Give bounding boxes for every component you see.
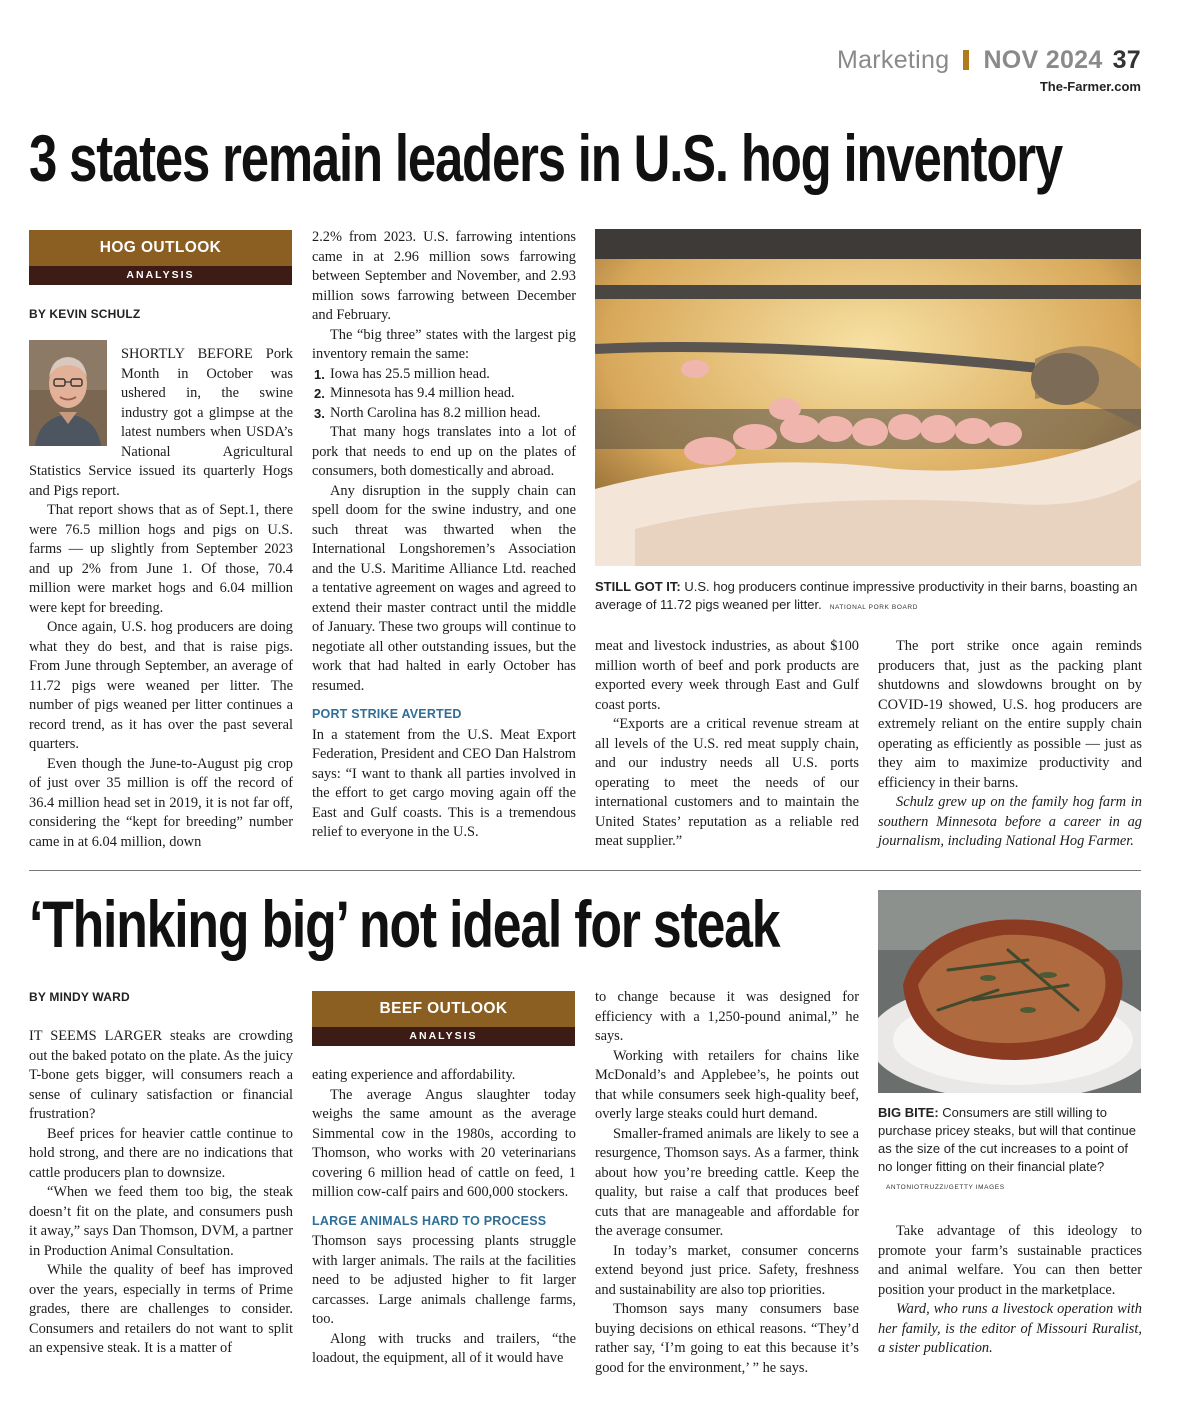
article1-column-4: [878, 637, 1142, 852]
list-number: 1.: [314, 366, 325, 382]
tag-title: HOG OUTLOOK: [29, 230, 292, 266]
paragraph: In a statement from the U.S. Meat Export Federation, President and CEO Dan Halstrom says: “I want to thank all parties involved in the effort to get cargo moving again off the East and Gulf coasts. This is a tremendous relief to everyone in the U.S.: [312, 726, 576, 840]
section-name: Marketing: [836, 46, 950, 74]
paragraph: IT SEEMS LARGER steaks are crowding out the baked potato on the plate. As the juicy T-bone gets bigger, will consumers reach a sense of culinary satisfaction or financial frustration?: [29, 1028, 293, 1122]
paragraph: While the quality of beef has improved over the years, especially in terms of Prime grades, there are challenges to consider. Consumers and retailers do not want to split an expensive steak. It is a matter of: [29, 1262, 293, 1356]
tag-subtitle: ANALYSIS: [312, 1027, 575, 1046]
paragraph: Any disruption in the supply chain can spell doom for the swine industry, and one such threat was thwarted when the International Longshoremen’s Association and the U.S. Maritime Alliance Ltd. reached a tentative agreement on wages and agreed to extend their master contract until the middle of January. These two groups will continue to negotiate all other outstanding issues, but the work that had halted in early October has resumed.: [312, 482, 576, 694]
article1-byline: BY KEVIN SCHULZ: [29, 307, 141, 321]
article2-headline: ‘Thinking big’ not ideal for steak: [29, 887, 780, 961]
article1-headline: 3 states remain leaders in U.S. hog inventory: [29, 121, 1062, 195]
paragraph: eating experience and affordability.: [312, 1067, 516, 1083]
article2-column-2: [312, 1066, 576, 1369]
article2-byline: BY MINDY WARD: [29, 990, 130, 1004]
article2-column-4: [878, 1222, 1142, 1359]
paragraph: Once again, U.S. hog producers are doing what they do best, and that is raise pigs. From June through September, an average of 11.72 pigs were weaned per litter. The number of pigs weaned per litter continues a record trend, as it has over the past several quarters.: [29, 619, 293, 752]
list-text: North Carolina has 8.2 million head.: [330, 404, 541, 421]
steak-photo-image: [878, 890, 1141, 1093]
paragraph: Beef prices for heavier cattle continue to hold strong, and there are no indications that cattle producers plan to downsize.: [29, 1125, 293, 1181]
paragraph: “When we feed them too big, the steak doesn’t fit on the plate, and consumers push it away,” says Dan Thomson, DVM, a partner in Production Animal Consultation.: [29, 1184, 293, 1259]
paragraph: Even though the June-to-August pig crop of just over 35 million is off the record of 36.4 million head set in 2019, it is not far off, considering the “kept for breeding” number came in at 6.04 million, down: [29, 755, 293, 850]
paragraph: Thomson says many consumers base buying decisions on ethical reasons. “They’d rather say, ‘I’m going to eat this because it’s good for the environment,’ ” he says.: [595, 1301, 859, 1376]
list-number: 2.: [314, 386, 325, 401]
subhead-port-strike: PORT STRIKE AVERTED: [312, 707, 462, 721]
headshot-wrap-space: [29, 345, 121, 450]
article2-column-3: [595, 988, 859, 1378]
paragraph: SHORTLY BEFORE Pork Month in October was ushered in, the swine industry got a glimpse at the latest numbers when USDA’s National Agricultural Statistics Service issued its quarterly Hogs and Pigs report.: [29, 346, 293, 499]
page-number: 37: [1112, 46, 1141, 74]
paragraph: to change because it was designed for efficiency with a 1,250-pound animal,” he says.: [595, 989, 859, 1044]
paragraph: Along with trucks and trailers, “the loadout, the equipment, all of it would have: [312, 1330, 576, 1366]
list-number: 3.: [314, 405, 325, 421]
subhead-large-animals: LARGE ANIMALS HARD TO PROCESS: [312, 1213, 547, 1228]
photo-credit: ANTONIOTRUZZI/GETTY IMAGES: [886, 1184, 1005, 1191]
pigs-nursing-photo: [595, 229, 1141, 566]
paragraph: Take advantage of this ideology to promote your farm’s sustainable practices and animal welfare. You can then better position your product in the marketplace.: [878, 1223, 1142, 1298]
paragraph: Smaller-framed animals are likely to see a resurgence, Thomson says. As a farmer, think about how you’re breeding cattle. Keep the quality, but raise a calf that produces beef cuts that are manageable and affordable for the average consumer.: [595, 1125, 859, 1239]
paragraph: Thomson says processing plants struggle with larger animals. The rails at the facilities need to be adjusted higher to fit larger carcasses. Large animals challenge farms, too.: [312, 1233, 576, 1327]
section-divider: [963, 50, 969, 70]
author-bio: Ward, who runs a livestock operation with her family, is the editor of Missouri Ruralist, a sister publication.: [878, 1301, 1142, 1356]
big-three-list: [312, 365, 576, 424]
masthead: [837, 46, 1141, 94]
steak-photo-caption: [878, 1104, 1143, 1197]
caption-lead: BIG BITE:: [878, 1105, 939, 1120]
article2-section-tag: [312, 991, 575, 1046]
list-item: [312, 404, 576, 424]
site-url: The-Farmer.com: [1039, 79, 1141, 94]
pigs-photo-image: [595, 229, 1141, 566]
paragraph: “Exports are a critical revenue stream at all levels of the U.S. red meat supply chain, and our industry needs all U.S. ports operating to meet the needs of our international customers and to maintain the United States’ reputation as a reliable red meat supplier.”: [595, 716, 859, 849]
article1-column-2: [312, 228, 576, 843]
caption-lead: STILL GOT IT:: [595, 579, 681, 594]
list-item: [312, 384, 576, 404]
article1-section-tag: [29, 230, 292, 285]
paragraph: In today’s market, consumer concerns extend beyond just price. Safety, freshness and sustainability are also top priorities.: [595, 1242, 859, 1298]
list-text: Iowa has 25.5 million head.: [330, 365, 490, 382]
tag-title: BEEF OUTLOOK: [312, 991, 575, 1027]
caption-text: Consumers are still willing to purchase pricey steaks, but will that continue as the size of the cut increases to a point of no longer fitting on their financial plate?: [878, 1105, 1136, 1174]
pigs-photo-caption: [595, 578, 1140, 617]
paragraph: The “big three” states with the largest pig inventory remain the same:: [312, 326, 576, 362]
article2-column-1: [29, 1027, 293, 1359]
caption-text: U.S. hog producers continue impressive productivity in their barns, boasting an average of 11.72 pigs weaned per litter.: [595, 579, 1138, 612]
steak-photo: [878, 890, 1141, 1093]
masthead-line: [837, 46, 1141, 75]
paragraph: That report shows that as of Sept.1, there were 76.5 million hogs and pigs on U.S. farms — up slightly from September 2023 and up 2% from June 1. Of those, 70.4 million were market hogs and 6.04 million were kept for breeding.: [29, 502, 293, 616]
paragraph: meat and livestock industries, as about $100 million worth of beef and pork products are exported every week through East and Gulf coast ports.: [595, 638, 859, 713]
paragraph: That many hogs translates into a lot of pork that needs to end up on the plates of consumers, both domestically and abroad.: [312, 424, 576, 479]
author-bio: Schulz grew up on the family hog farm in southern Minnesota before a career in ag journalism, including National Hog Farmer.: [878, 794, 1142, 849]
paragraph: The port strike once again reminds producers that, just as the packing plant shutdowns and slowdowns brought on by COVID-19 showed, U.S. hog producers are extremely reliant on the entire supply chain operating as efficiently as possible — just as they aim to maximize productivity and efficiency in their barns.: [878, 638, 1142, 791]
article1-column-3: [595, 637, 859, 852]
paragraph: The average Angus slaughter today weighs the same amount as the average Simmental cow in the 1980s, according to Thomson, who works with 20 veterinarians covering 6 million head of cattle on feed, 1 million cow-calf pairs and 600,000 stockers.: [312, 1086, 576, 1200]
tag-subtitle: ANALYSIS: [29, 266, 292, 285]
paragraph: Working with retailers for chains like McDonald’s and Applebee’s, he points out that while consumers seek high-quality beef, overly large steaks could hurt demand.: [595, 1047, 859, 1122]
photo-credit: NATIONAL PORK BOARD: [829, 604, 919, 611]
article-divider: [29, 870, 1141, 871]
paragraph: 2.2% from 2023. U.S. farrowing intentions came in at 2.96 million sows farrowing between September and November, and 2.93 million sows farrowing between December and February.: [312, 229, 576, 323]
article1-column-1: [29, 345, 293, 852]
list-text: Minnesota has 9.4 million head.: [330, 385, 515, 401]
list-item: [312, 365, 576, 385]
issue-date: NOV 2024: [983, 46, 1103, 74]
